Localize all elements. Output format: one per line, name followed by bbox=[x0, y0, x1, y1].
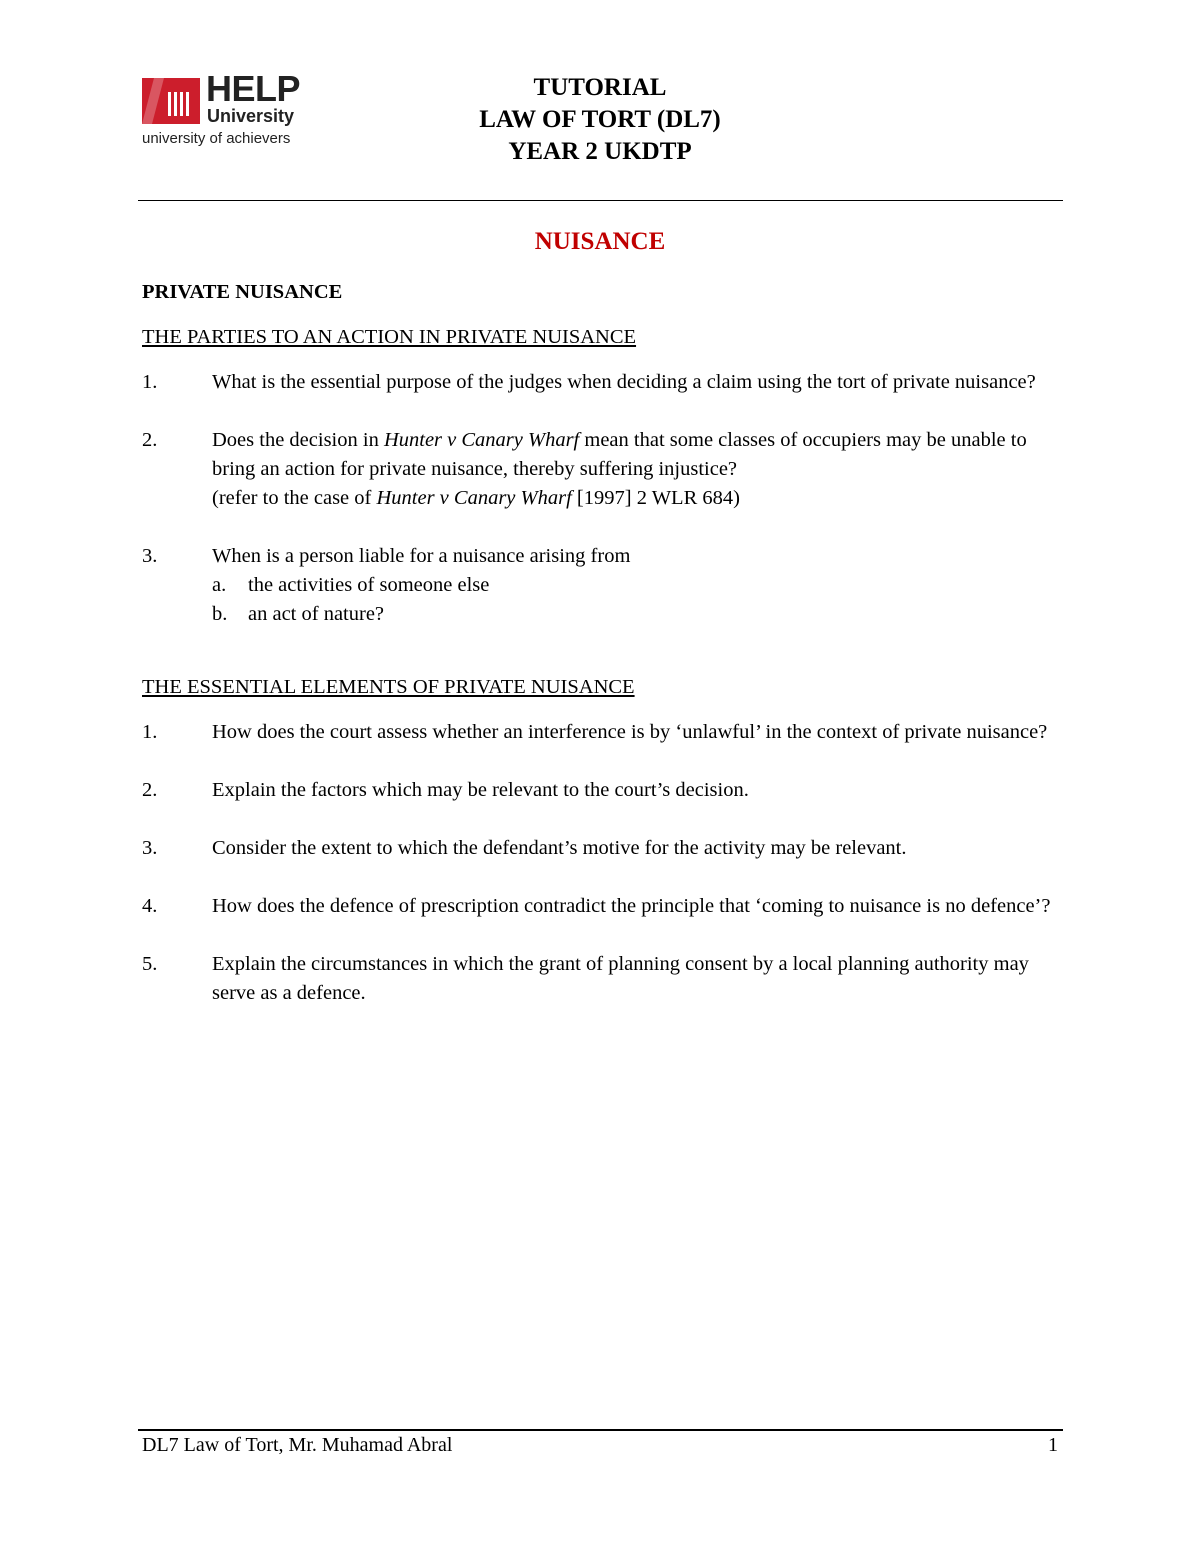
sub-question-list bbox=[212, 571, 1067, 629]
sub-question bbox=[212, 600, 1067, 629]
question-number: 3. bbox=[142, 545, 158, 567]
section-title-parties: THE PARTIES TO AN ACTION IN PRIVATE NUISANCE bbox=[142, 326, 637, 348]
question-text: Explain the factors which may be relevant to the court’s decision. bbox=[212, 779, 749, 801]
footer-divider bbox=[138, 1429, 1063, 1431]
header-line-year: YEAR 2 UKDTP bbox=[508, 138, 692, 165]
question-number: 1. bbox=[142, 721, 158, 743]
list-item bbox=[142, 776, 1067, 805]
list-item bbox=[142, 892, 1067, 921]
page-title: NUISANCE bbox=[534, 228, 666, 255]
question-number: 4. bbox=[142, 895, 158, 917]
tutorial-content bbox=[142, 278, 1067, 1037]
sub-question-letter: b. bbox=[212, 603, 228, 625]
question-text: How does the defence of prescription contradict the principle that ‘coming to nuisance is no defence’? bbox=[212, 895, 1051, 917]
spacer bbox=[142, 658, 1067, 673]
case-reference-part: (refer to the case of bbox=[212, 487, 377, 509]
page-number: 1 bbox=[1048, 1434, 1058, 1456]
question-text-block bbox=[212, 542, 1067, 629]
sub-question-text: the activities of someone else bbox=[248, 574, 490, 596]
sub-question-letter: a. bbox=[212, 574, 227, 596]
list-item bbox=[142, 718, 1067, 747]
header-line-course: LAW OF TORT (DL7) bbox=[479, 106, 721, 133]
header-divider bbox=[138, 200, 1063, 201]
question-text-part: mean that some classes of occupiers may be unable to bring an action for private nuisance, thereby suffering injustice? bbox=[212, 429, 1027, 480]
sub-question bbox=[212, 571, 1067, 600]
question-number: 3. bbox=[142, 837, 158, 859]
subheading-private-nuisance: PRIVATE NUISANCE bbox=[142, 281, 343, 303]
question-text: Explain the circumstances in which the grant of planning consent by a local planning authority may serve as a defence. bbox=[212, 953, 1029, 1004]
question-number: 5. bbox=[142, 953, 158, 975]
document-header bbox=[0, 72, 1200, 168]
footer-course-author: DL7 Law of Tort, Mr. Muhamad Abral bbox=[142, 1434, 453, 1456]
question-number: 2. bbox=[142, 779, 158, 801]
section-title-elements: THE ESSENTIAL ELEMENTS OF PRIVATE NUISANCE bbox=[142, 676, 635, 698]
case-citation: [1997] 2 WLR 684) bbox=[571, 487, 740, 509]
question-text-part: Does the decision in bbox=[212, 429, 384, 451]
header-line-tutorial: TUTORIAL bbox=[533, 74, 667, 101]
question-text: What is the essential purpose of the judges when deciding a claim using the tort of private nuisance? bbox=[212, 371, 1036, 393]
list-item bbox=[142, 542, 1067, 629]
logo-subtitle: University bbox=[207, 106, 295, 126]
list-item bbox=[142, 368, 1067, 397]
logo-wordmark: HELP bbox=[206, 68, 301, 109]
question-number: 2. bbox=[142, 429, 158, 451]
sub-question-text: an act of nature? bbox=[248, 603, 385, 625]
list-item bbox=[142, 834, 1067, 863]
case-name: Hunter v Canary Wharf bbox=[383, 429, 580, 451]
question-text bbox=[212, 426, 1067, 513]
question-text: When is a person liable for a nuisance arising from bbox=[212, 545, 631, 567]
question-text: How does the court assess whether an interference is by ‘unlawful’ in the context of private nuisance? bbox=[212, 721, 1048, 743]
list-item bbox=[142, 950, 1067, 1008]
logo-tagline: university of achievers bbox=[142, 130, 291, 147]
list-item bbox=[142, 426, 1067, 513]
case-name: Hunter v Canary Wharf bbox=[376, 487, 572, 509]
question-text: Consider the extent to which the defendant’s motive for the activity may be relevant. bbox=[212, 837, 907, 859]
question-number: 1. bbox=[142, 371, 158, 393]
